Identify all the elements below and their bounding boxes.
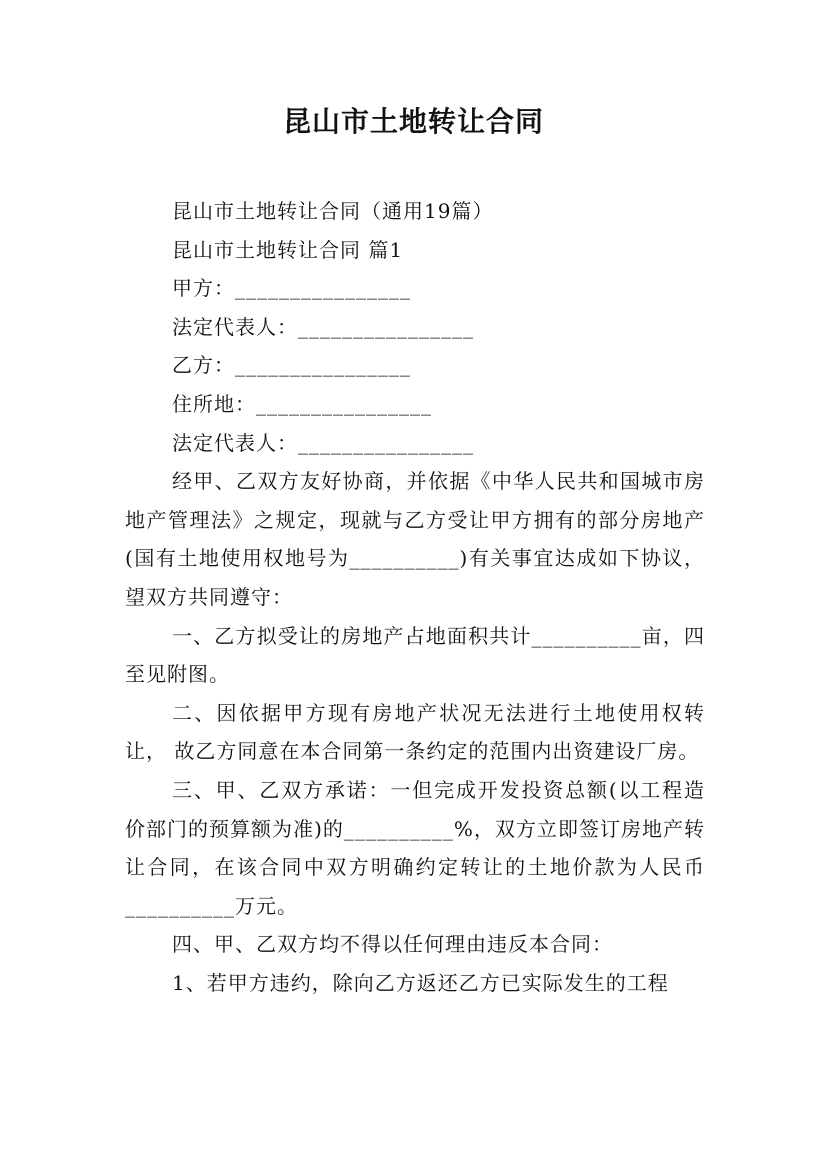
party-b-line: 乙方：________________ xyxy=(172,353,411,378)
document-subtitle: 昆山市土地转让合同（通用19篇） xyxy=(172,199,494,223)
paragraph-clause-3: 三、甲、乙双方承诺：一但完成开发投资总额(以工程造价部门的预算额为准)的__________%，双方立即签订房地产转让合同，在该合同中双方明确约定转让的土地价款为人民币__________万元。 xyxy=(125,777,705,918)
section-heading: 昆山市土地转让合同 篇1 xyxy=(172,237,404,262)
paragraph-clause-4-1: 1、若甲方违约，除向乙方返还乙方已实际发生的工程 xyxy=(172,970,669,995)
party-b-representative-line: 法定代表人：________________ xyxy=(172,430,474,455)
document-title: 昆山市土地转让合同 xyxy=(282,105,544,138)
paragraph-clause-1: 一、乙方拟受让的房地产占地面积共计__________亩，四至见附图。 xyxy=(125,623,705,687)
document-body xyxy=(125,192,705,1002)
paragraph-clause-2: 二、因依据甲方现有房地产状况无法进行土地使用权转让， 故乙方同意在本合同第一条约定的范围内出资建设厂房。 xyxy=(125,700,705,764)
paragraph-clause-4: 四、甲、乙双方均不得以任何理由违反本合同： xyxy=(172,932,613,957)
party-a-line: 甲方：________________ xyxy=(172,276,411,301)
paragraph-preamble: 经甲、乙双方友好协商，并依据《中华人民共和国城市房地产管理法》之规定，现就与乙方受让甲方拥有的部分房地产(国有土地使用权地号为__________)有关事宜达成如下协议，望双方共同遵守： xyxy=(125,469,705,609)
party-a-representative-line: 法定代表人：________________ xyxy=(172,314,474,339)
party-b-address-line: 住所地：________________ xyxy=(172,391,432,416)
